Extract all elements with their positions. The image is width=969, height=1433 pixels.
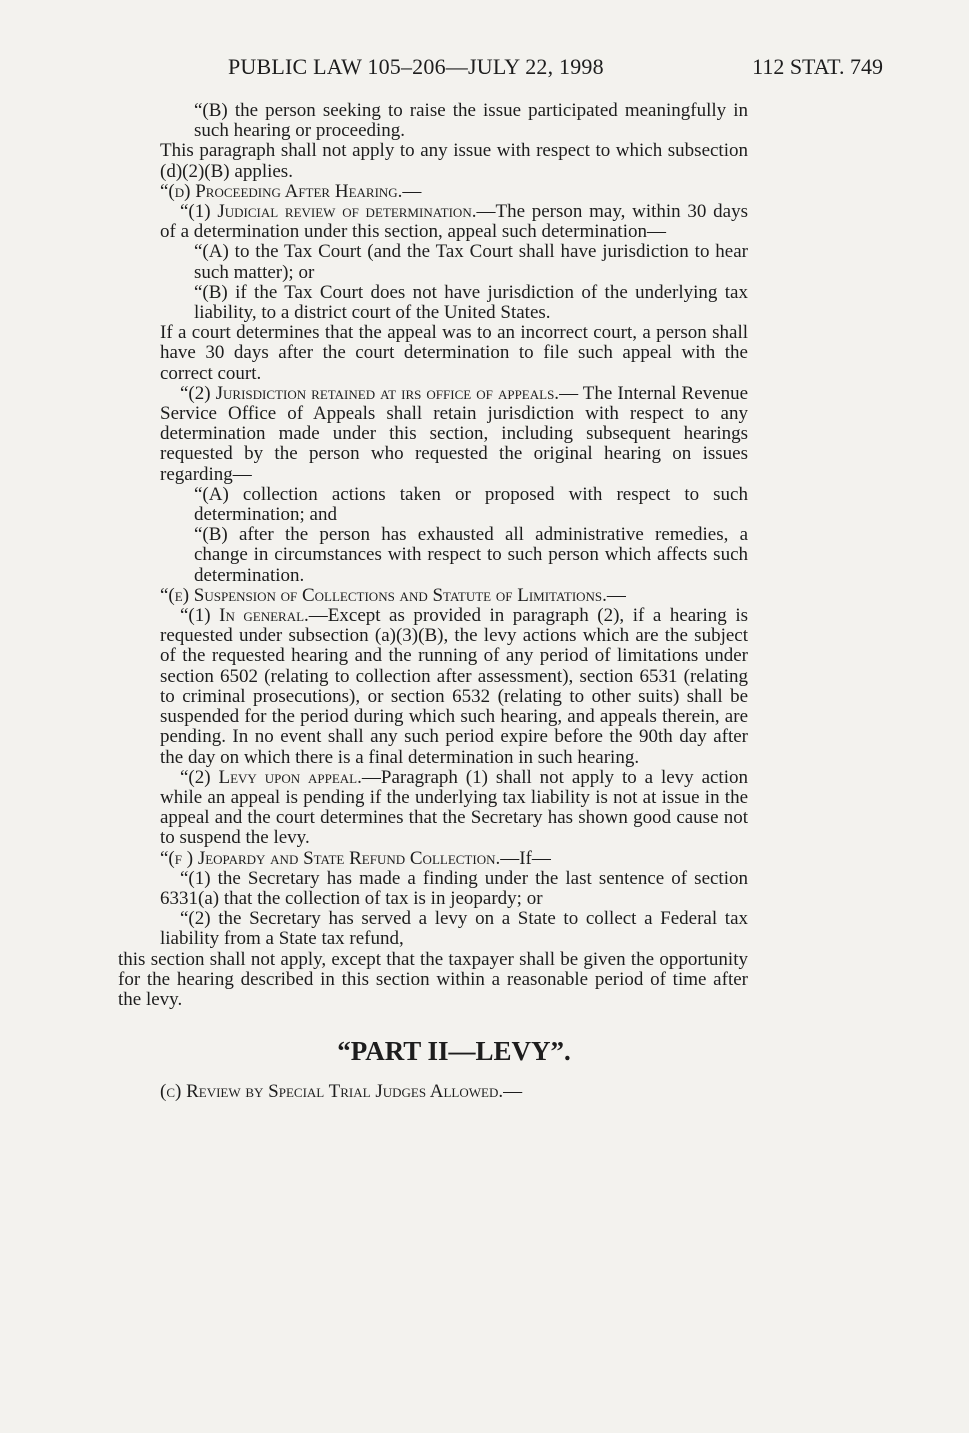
law-text (118, 100, 749, 1103)
paragraph: “(B) the person seeking to raise the issue participated meaningfully in such hearing or proceeding. (194, 100, 748, 142)
paragraph: “(A) collection actions taken or proposed with respect to such determination; and (194, 483, 748, 526)
paragraph: “(A) to the Tax Court (and the Tax Court shall have jurisdiction to hear such matter); or (194, 241, 748, 283)
page-header (0, 54, 969, 86)
part-heading: “PART II—LEVY”. (337, 1036, 571, 1067)
paragraph: “(2) Levy upon appeal.—Paragraph (1) shall not apply to a levy action while an appeal is pending if the underlying tax liability is not at issue in the appeal and the court determines that the Secretary has shown good cause not to suspend the levy. (160, 766, 748, 849)
paragraph: If a court determines that the appeal was to an incorrect court, a person shall have 30 days after the court determination to file such appeal with the correct court. (160, 322, 748, 384)
paragraph: This paragraph shall not apply to any issue with respect to which subsection (d)(2)(B) applies. (160, 140, 748, 182)
paragraph-heading: “(2) Jurisdiction retained at irs office of appeals. (180, 382, 560, 404)
paragraph-heading: “(1) In general. (180, 605, 309, 627)
paragraph-heading: “(2) Levy upon appeal. (180, 766, 362, 788)
subsection-heading: “(e) Suspension of Collections and Statute of Limitations.— (160, 584, 626, 606)
subsection-heading: “(d) Proceeding After Hearing.— (160, 180, 422, 202)
paragraph: this section shall not apply, except that the taxpayer shall be given the opportunity for the hearing described in this section within a reasonable period of time after the levy. (118, 948, 748, 1010)
paragraph: “(1) the Secretary has made a finding under the last sentence of section 6331(a) that the collection of tax is in jeopardy; or (160, 867, 748, 909)
subsection-heading: “(f ) Jeopardy and State Refund Collection.—If— (160, 847, 551, 869)
paragraph: “(1) In general.—Except as provided in paragraph (2), if a hearing is requested under subsection (a)(3)(B), the levy actions which are the subject of the requested hearing and the running of any period of limitations under section 6502 (relating to collection after assessment), section 6531 (relating to criminal prosecutions), or section 6532 (relating to other suits) shall be suspended for the period during which such hearing, and appeals therein, are pending. In no event shall any such period expire before the 90th day after the day on which there is a final determination in such hearing. (160, 605, 748, 768)
statutes-page-number: 112 STAT. 749 (752, 54, 883, 79)
paragraph: “(B) after the person has exhausted all administrative remedies, a change in circumstances with respect to such person which affects such determination. (194, 524, 748, 586)
subsection-heading: (c) Review by Special Trial Judges Allowed.— (160, 1081, 523, 1103)
paragraph-heading: “(1) Judicial review of determination. (180, 201, 477, 223)
paragraph: “(B) if the Tax Court does not have jurisdiction of the underlying tax liability, to a district court of the United States. (194, 281, 748, 324)
paragraph: “(2) Jurisdiction retained at irs office of appeals.— The Internal Revenue Service Office of Appeals shall retain jurisdiction with respect to any determination made under this section, including subsequent hearings requested by the person who requested the original hearing on issues regarding— (160, 382, 749, 485)
paragraph: “(1) Judicial review of determination.—The person may, within 30 days of a determination under this section, appeal such determination— (160, 201, 748, 243)
running-title: PUBLIC LAW 105–206—JULY 22, 1998 (228, 54, 604, 79)
paragraph: “(2) the Secretary has served a levy on a State to collect a Federal tax liability from a State tax refund, (160, 908, 748, 950)
